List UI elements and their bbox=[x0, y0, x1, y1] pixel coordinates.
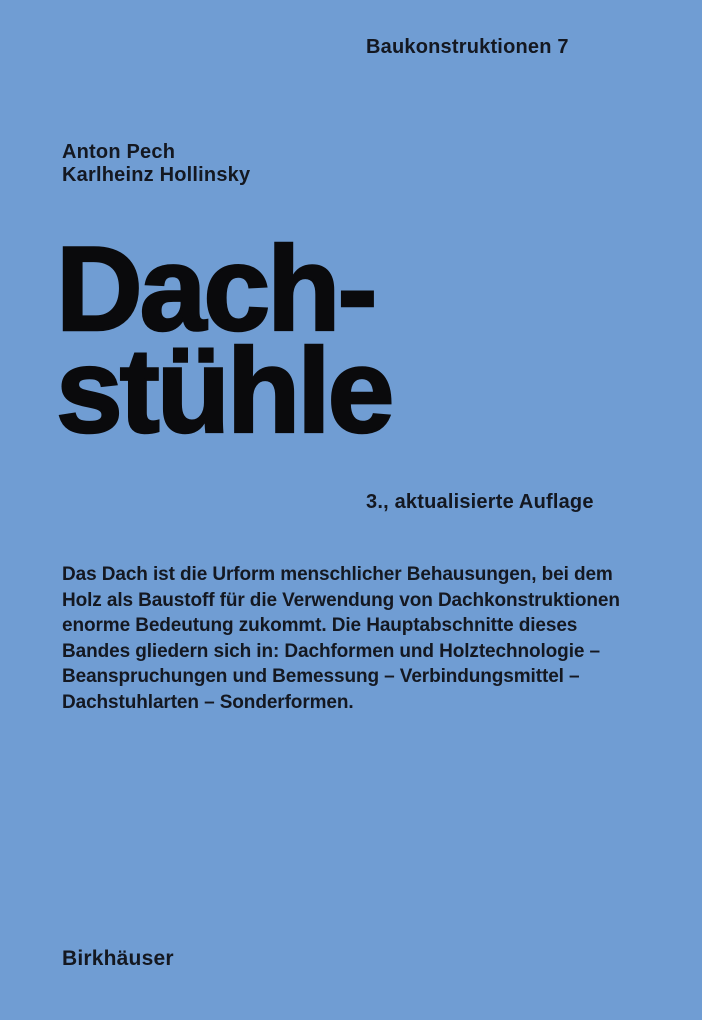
author-name: Karlheinz Hollinsky bbox=[62, 164, 251, 186]
book-title-line: stühle bbox=[56, 324, 392, 458]
blurb-line: Beanspruchungen und Bemessung – Verbindungsmittel – bbox=[62, 666, 580, 687]
author-name: Anton Pech bbox=[62, 141, 176, 163]
blurb-line: Das Dach ist die Urform menschlicher Behausungen, bei dem bbox=[62, 564, 613, 585]
edition-label: 3., aktualisierte Auflage bbox=[366, 491, 594, 513]
blurb-text bbox=[62, 562, 620, 715]
blurb-line: Dachstuhlarten – Sonderformen. bbox=[62, 691, 354, 713]
book-title-line: Dach- bbox=[56, 222, 375, 356]
series-label: Baukonstruktionen 7 bbox=[366, 36, 569, 58]
blurb-line: enorme Bedeutung zukommt. Die Hauptabschnitte dieses bbox=[62, 615, 578, 636]
blurb-line: Holz als Baustoff für die Verwendung von Dachkonstruktionen bbox=[62, 589, 620, 611]
book-title bbox=[56, 222, 392, 458]
publisher-logo-text: Birkhäuser bbox=[62, 947, 174, 970]
blurb-line: Bandes gliedern sich in: Dachformen und Holztechnologie – bbox=[62, 640, 600, 662]
author-block bbox=[62, 141, 250, 187]
